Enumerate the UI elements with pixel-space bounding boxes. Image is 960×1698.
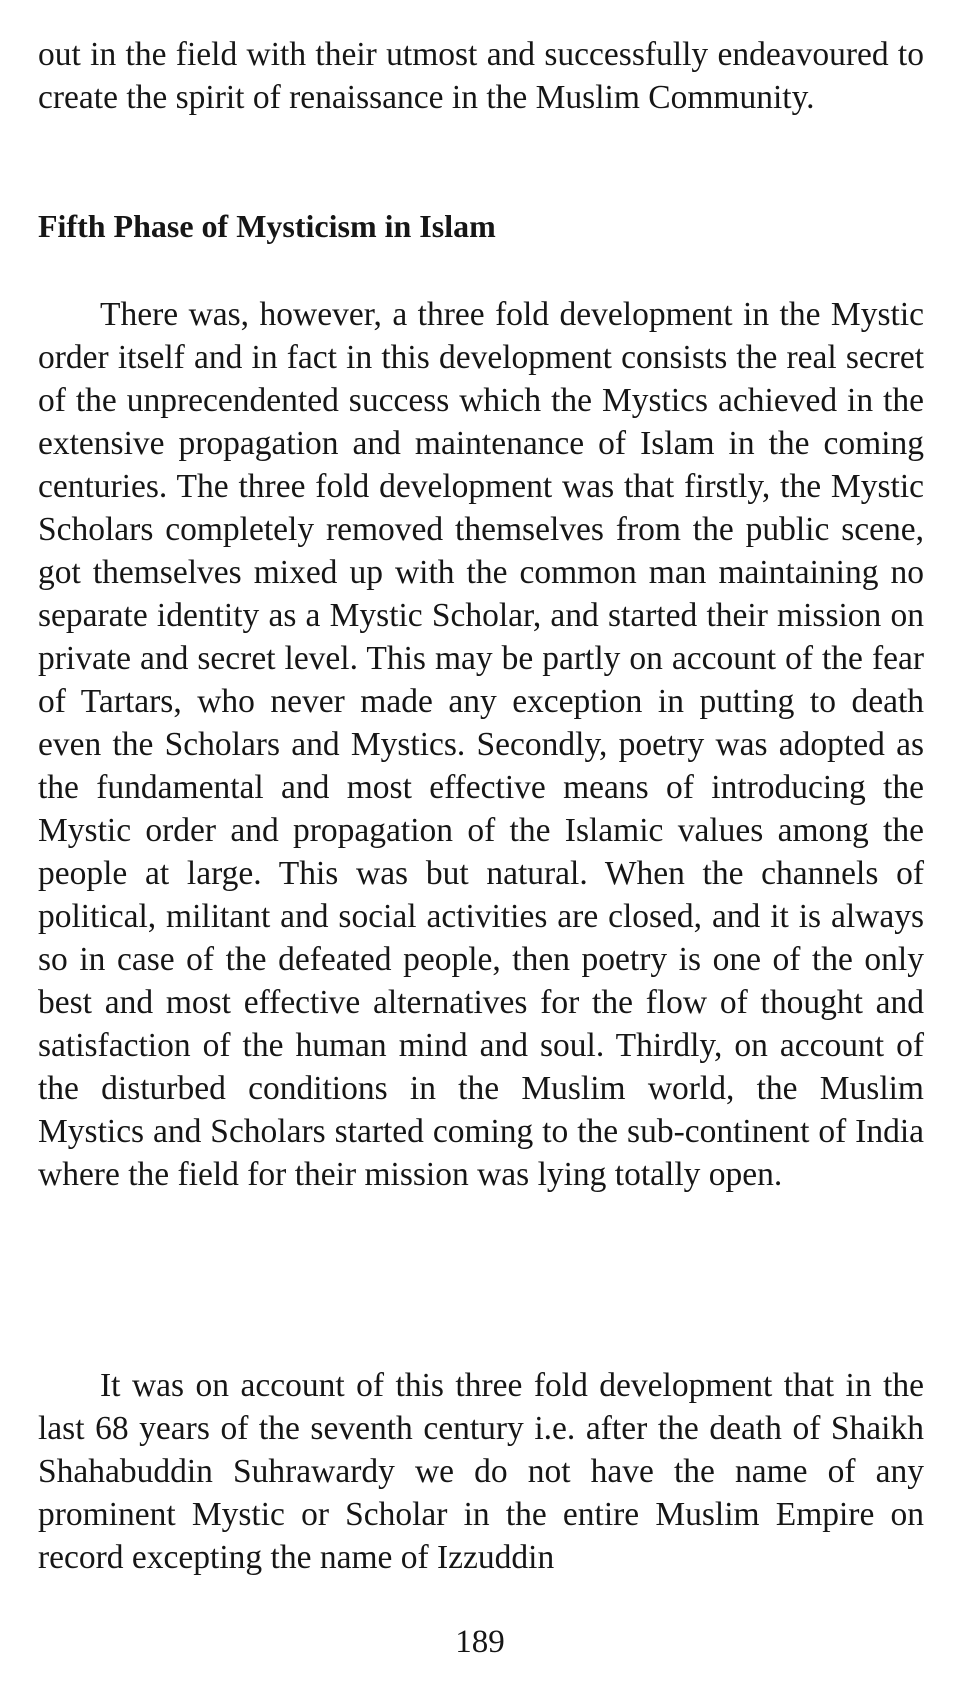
page-number: 189 (455, 1624, 505, 1660)
continued-paragraph: out in the field with their utmost and successfully endeavoured to create the spirit of renaissance in the Muslim Community. (38, 36, 924, 116)
paragraph-three-fold-development: There was, however, a three fold development in the Mystic order itself and in fact in this development consists the real secret of the unprecendented success which the Mystics achieved in the extensive propagation and maintenance of Islam in the coming centuries. The three fold development was that firstly, the Mystic Scholars completely removed themselves from the public scene, got themselves mixed up with the common man maintaining no separate identity as a Mystic Scholar, and started their mission on private and secret level. This may be partly on account of the fear of Tartars, who never made any exception in putting to death even the Scholars and Mystics. Secondly, poetry was adopted as the fundamental and most effective means of introducing the Mystic order and propagation of the Islamic values among the people at large. This was but natural. When the channels of political, militant and social activities are closed, and it is always so in case of the defeated people, then poetry is one of the only best and most effective alternatives for the flow of thought and satisfaction of the human mind and soul. Thirdly, on account of the disturbed conditions in the Muslim world, the Muslim Mystics and Scholars started coming to the sub-continent of India where the field for their mission was lying totally open. (38, 296, 924, 1193)
section-heading: Fifth Phase of Mysticism in Islam (38, 208, 496, 244)
paragraph-seventh-century: It was on account of this three fold development that in the last 68 years of the seventh century i.e. after the death of Shaikh Shahabuddin Suhrawardy we do not have the name of any prominent Mystic or Scholar in the entire Muslim Empire on record excepting the name of Izzuddin (38, 1367, 924, 1576)
